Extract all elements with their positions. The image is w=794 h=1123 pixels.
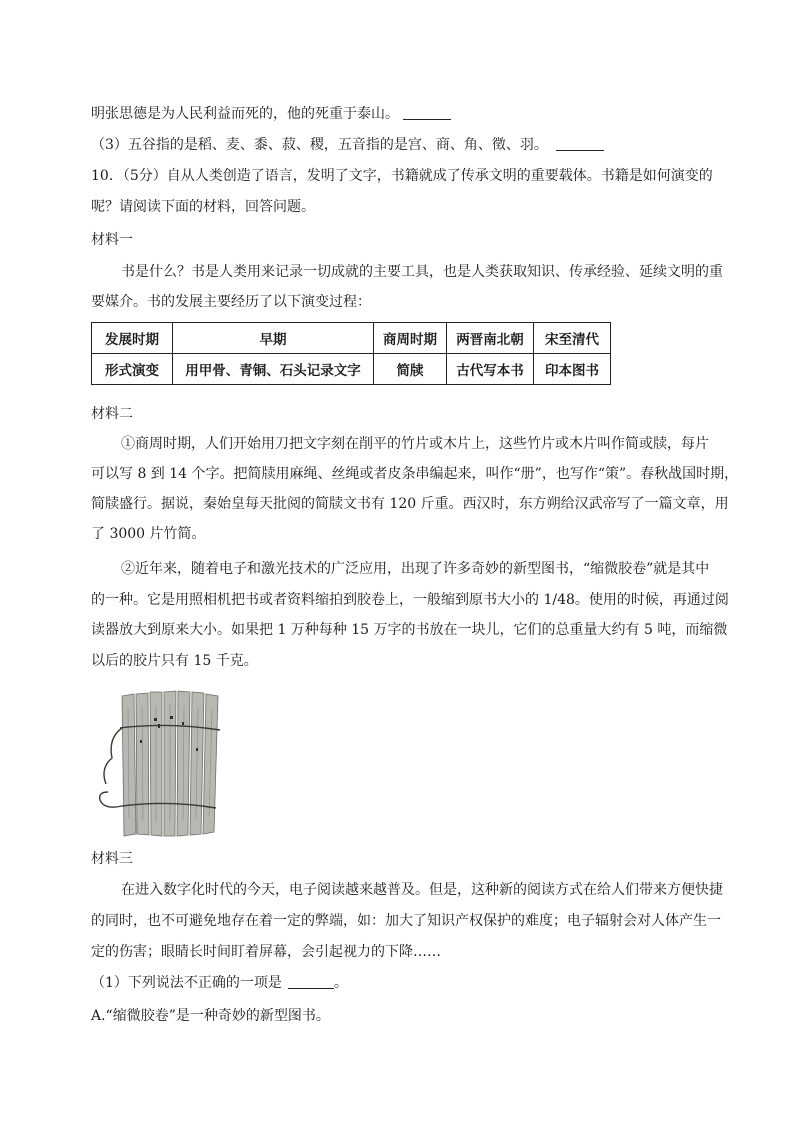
evolution-table [91, 322, 611, 385]
material-3-paragraph: 定的伤害；眼睛长时间盯着屏幕，会引起视力的下降…… [91, 944, 441, 960]
material-2-paragraph: 简牍盛行。据说，秦始皇每天批阅的简牍文书有 120 斤重。西汉时，东方朔给汉武帝写了一篇文章，用 [91, 496, 729, 512]
material-2-paragraph: 的一种。它是用照相机把书或者资料缩拍到胶卷上，一般缩到原书大小的 1/48。使用的时候，再通过阅 [91, 592, 729, 608]
table-cell: 发展时期 [92, 323, 173, 354]
table-cell: 宋至清代 [534, 323, 611, 354]
material-2-paragraph: 了 3000 片竹简。 [91, 526, 206, 542]
table-cell: 用甲骨、青铜、石头记录文字 [173, 354, 374, 385]
sub-question-1: （1）下列说法不正确的一项是 。 [91, 975, 348, 991]
material-3-title: 材料三 [91, 851, 133, 867]
table-header-row [92, 323, 611, 354]
table-cell: 两晋南北朝 [447, 323, 534, 354]
material-1-paragraph: 要媒介。书的发展主要经历了以下演变过程： [91, 294, 371, 310]
material-1-paragraph: 书是什么？书是人类用来记录一切成就的主要工具，也是人类获取知识、传承经验、延续文明的重 [121, 264, 723, 280]
question-10-line-1: 10．（5分）自从人类创造了语言，发明了文字，书籍就成了传承文明的重要载体。书籍是如何演变的 [91, 168, 713, 184]
table-cell: 简牍 [374, 354, 447, 385]
material-2-paragraph: ①商周时期，人们开始用刀把文字刻在削平的竹片或木片上，这些竹片或木片叫作简或牍，每片 [121, 436, 709, 452]
material-2-paragraph: 可以写 8 到 14 个字。把简牍用麻绳、丝绳或者皮条串编起来，叫作“册”，也写作“策”。春秋战国时期， [91, 466, 739, 482]
table-cell: 形式演变 [92, 354, 173, 385]
table-cell: 古代写本书 [447, 354, 534, 385]
option-a: A.“缩微胶卷”是一种奇妙的新型图书。 [91, 1008, 330, 1024]
material-3-paragraph: 在进入数字化时代的今天，电子阅读越来越普及。但是，这种新的阅读方式在给人们带来方便快捷 [121, 882, 723, 898]
text-line: 明张思德是为人民利益而死的，他的死重于泰山。 [91, 104, 451, 124]
material-2-paragraph: ②近年来，随着电子和激光技术的广泛应用，出现了许多奇妙的新型图书，“缩微胶卷”就是其中 [121, 561, 710, 577]
answer-blank[interactable] [403, 105, 451, 120]
bamboo-slips-image [96, 688, 236, 840]
text-line: （3）五谷指的是稻、麦、黍、菽、稷，五音指的是宫、商、角、徵、羽。 [91, 135, 604, 155]
answer-blank[interactable] [556, 136, 604, 151]
material-3-paragraph: 的同时，也不可避免地存在着一定的弊端，如：加大了知识产权保护的难度；电子辐射会对人体产生一 [91, 913, 721, 929]
material-2-paragraph: 以后的胶片只有 15 千克。 [91, 653, 258, 669]
table-cell: 印本图书 [534, 354, 611, 385]
question-10-line-2: 呢？请阅读下面的材料，回答问题。 [91, 199, 315, 215]
material-2-title: 材料二 [91, 406, 133, 422]
table-cell: 早期 [173, 323, 374, 354]
material-1-title: 材料一 [91, 232, 133, 248]
table-row [92, 354, 611, 385]
answer-blank[interactable] [288, 974, 334, 989]
table-cell: 商周时期 [374, 323, 447, 354]
material-2-paragraph: 读器放大到原来大小。如果把 1 万种每种 15 万字的书放在一块儿，它们的总重量大约有 5 吨，而缩微 [91, 622, 728, 638]
